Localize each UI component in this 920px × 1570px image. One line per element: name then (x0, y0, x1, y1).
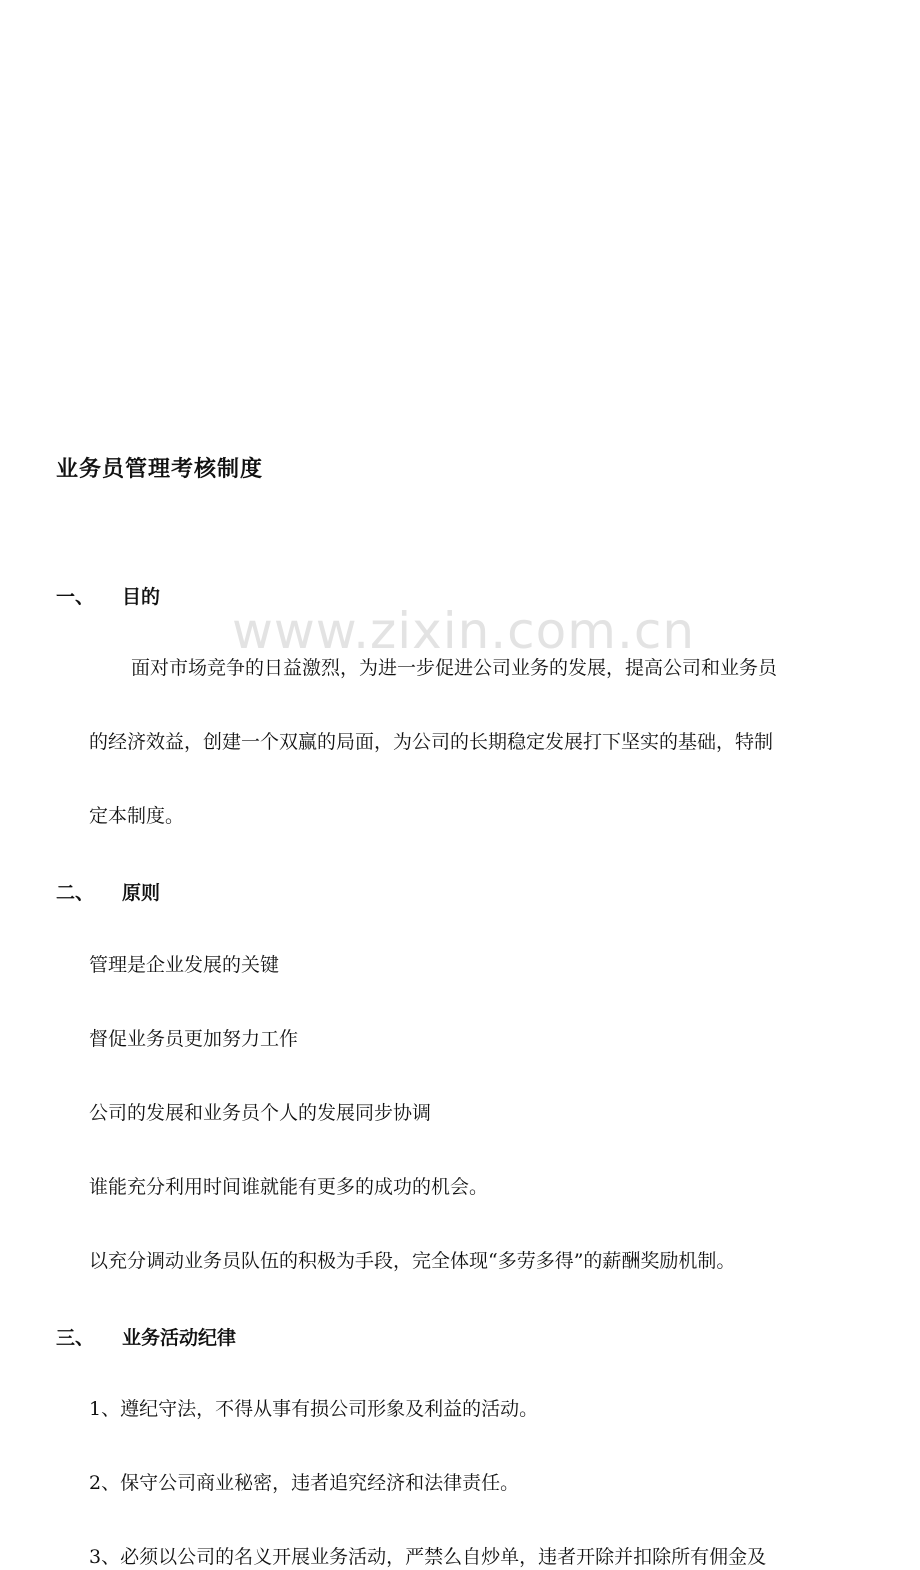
section-title: 原则 (122, 882, 161, 904)
list-line: 以充分调动业务员队伍的积极为手段，完全体现“多劳多得”的薪酬奖励机制。 (89, 1250, 736, 1272)
section-heading (56, 878, 920, 904)
section-heading (56, 582, 920, 608)
section-title: 目的 (122, 586, 161, 608)
watermark: www.zixin.com.cn (232, 602, 696, 660)
rule-item: 3、必须以公司的名义开展业务活动，严禁么自炒单，违者开除并扣除所有佣金及 (89, 1546, 767, 1568)
list-line: 谁能充分利用时间谁就能有更多的成功的机会。 (89, 1176, 489, 1198)
rule-item: 2、保守公司商业秘密，违者追究经济和法律责任。 (89, 1472, 520, 1494)
list-line: 公司的发展和业务员个人的发展同步协调 (89, 1102, 432, 1124)
paragraph-line: 定本制度。 (89, 805, 185, 827)
section-number: 三、 (56, 1327, 95, 1349)
document-title: 业务员管理考核制度 (56, 457, 264, 482)
list-line: 管理是企业发展的关键 (89, 954, 280, 976)
paragraph-line: 的经济效益，创建一个双赢的局面，为公司的长期稳定发展打下坚实的基础，特制 (89, 731, 774, 753)
list-line: 督促业务员更加努力工作 (89, 1028, 299, 1050)
rule-item: 1、遵纪守法，不得从事有损公司形象及利益的活动。 (89, 1398, 539, 1420)
section-number: 一、 (56, 586, 95, 608)
section-number: 二、 (56, 882, 95, 904)
section-title: 业务活动纪律 (122, 1327, 237, 1349)
paragraph-line: 面对市场竞争的日益激烈，为进一步促进公司业务的发展，提高公司和业务员 (131, 657, 778, 679)
section-heading (56, 1323, 920, 1349)
